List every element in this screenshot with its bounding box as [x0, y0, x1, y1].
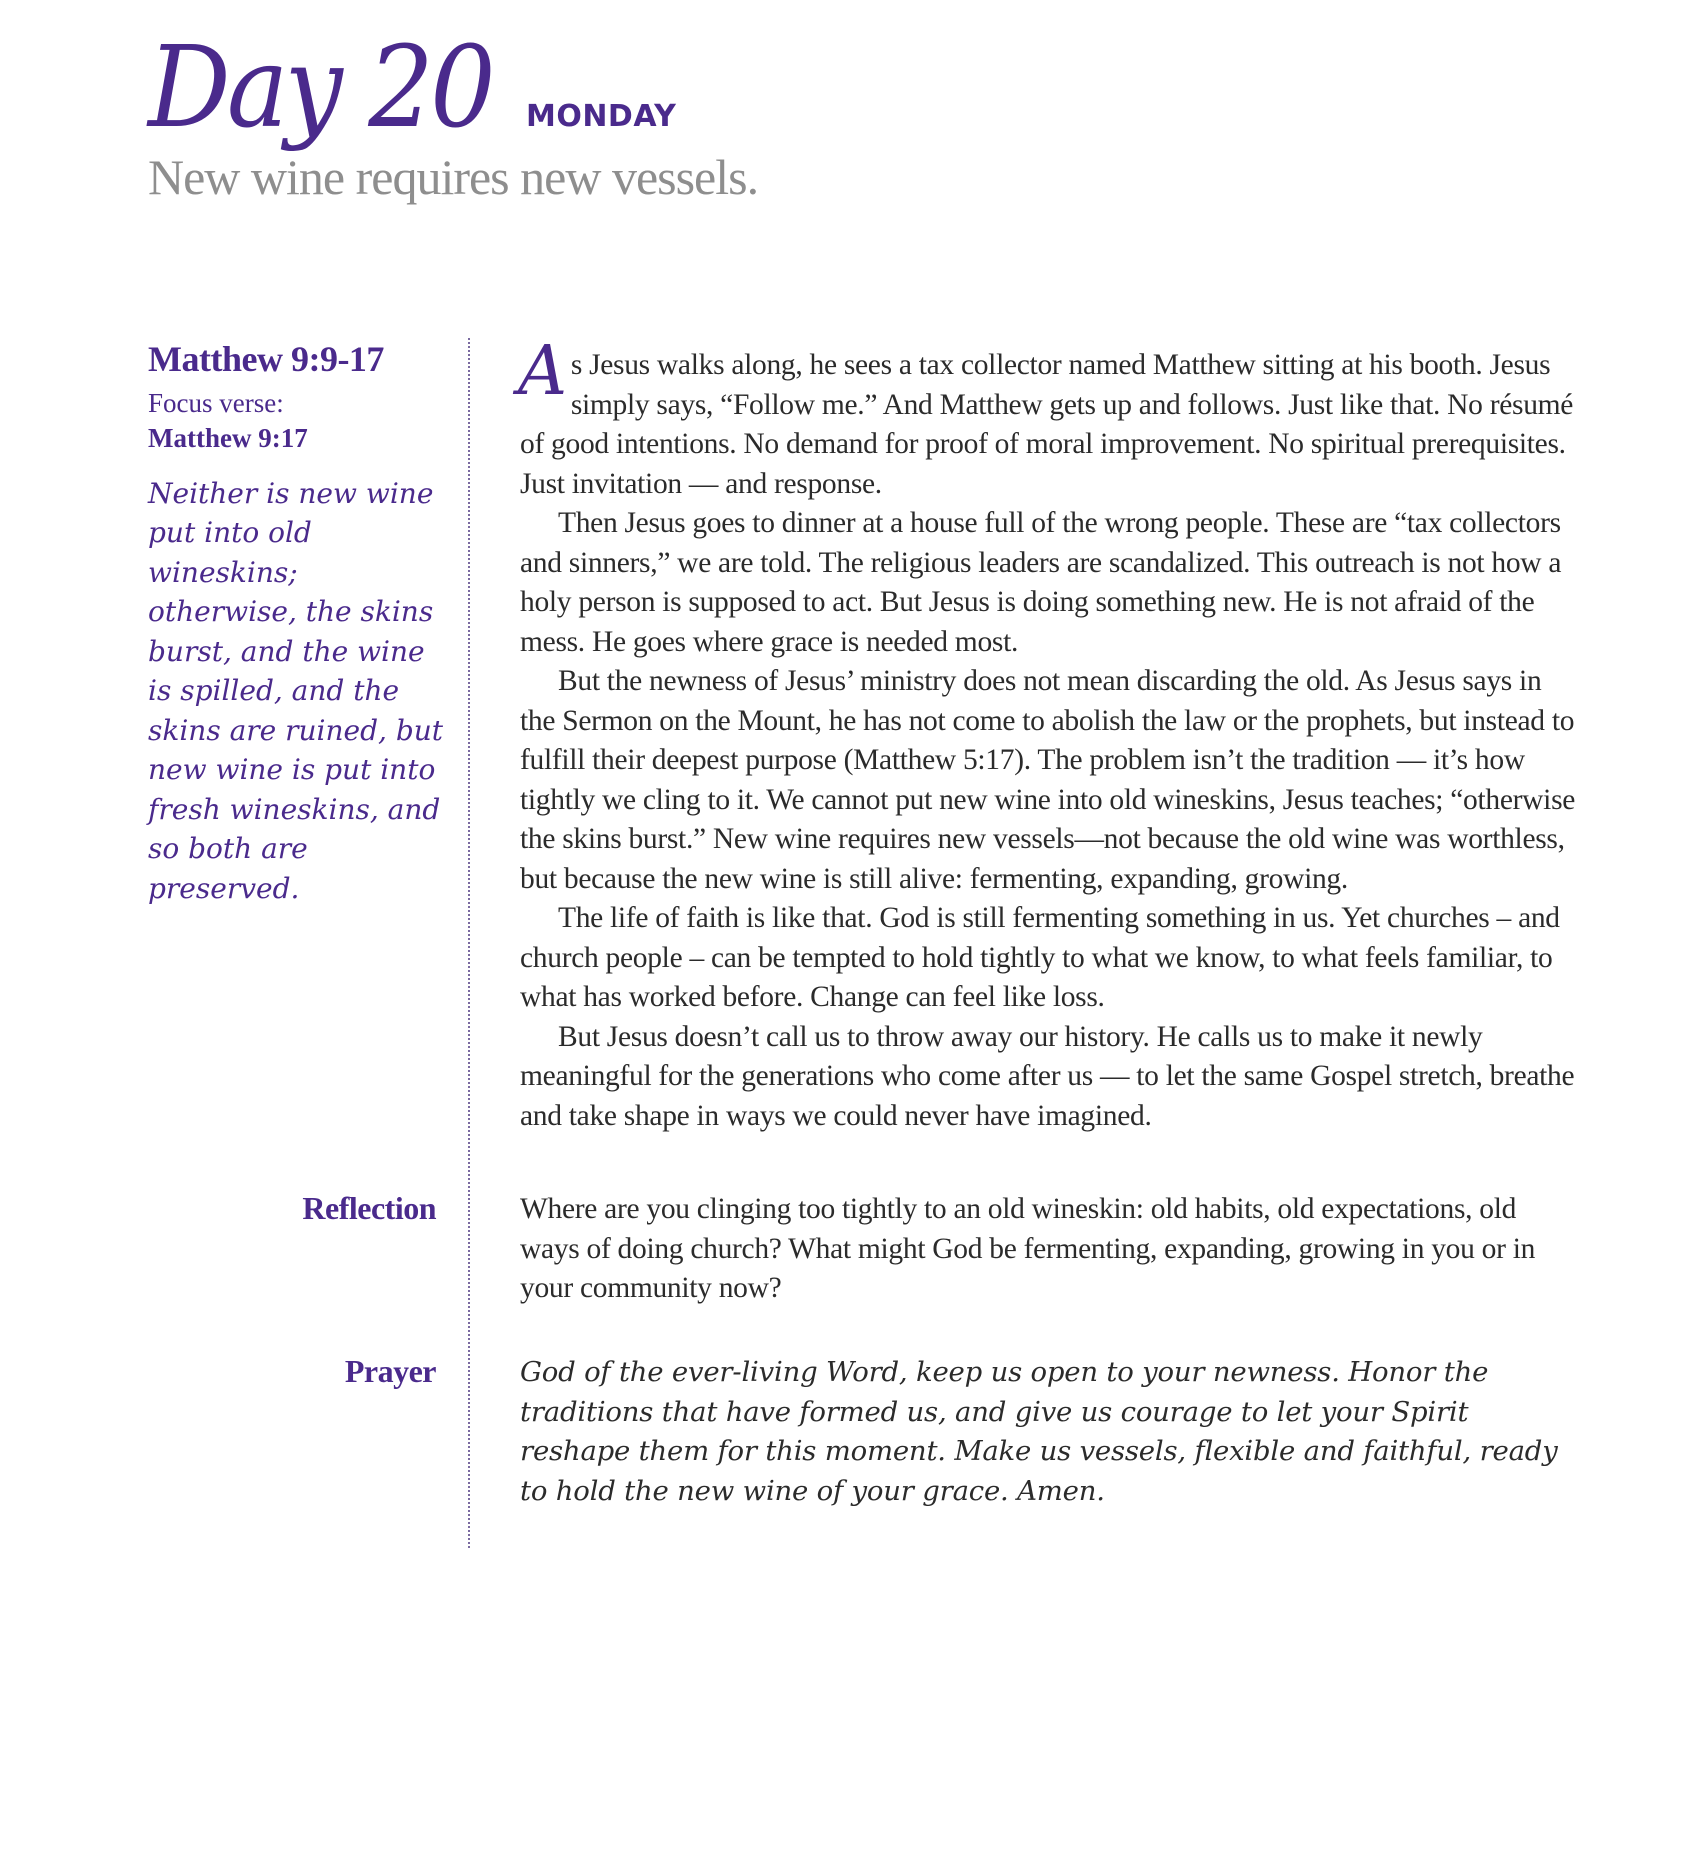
- focus-verse-label: Focus verse:: [148, 387, 284, 418]
- reflection-text: Where are you clinging too tightly to an old wineskin: old habits, old expectations, old ways of doing church? What might God be fermenting, expanding, growing in you or in your community now?: [520, 1193, 1536, 1304]
- focus-verse-reference: Matthew 9:17: [148, 422, 308, 453]
- scripture-reference: Matthew 9:9-17: [148, 339, 384, 379]
- body-paragraph: But Jesus doesn’t call us to throw away our history. He calls us to make it newly meaningful for the generations who come after us — to let the same Gospel stretch, breathe and take shape in ways we could never have imagined.: [520, 1020, 1575, 1132]
- paragraph-text: s Jesus walks along, he sees a tax collector named Matthew sitting at his booth. Jesus simply says, “Follow me.” And Matthew gets up and follows. Just like that. No résumé of good intentions. No demand for proof of moral improvement. No spiritual prerequisites. Just invitation — and response.: [520, 349, 1574, 500]
- focus-verse-text: Neither is new wine put into old wineskins; otherwise, the skins burst, and the wine is spilled, and the skins are ruined, but new wine is put into fresh wineskins, and so both are preserved.: [148, 476, 444, 905]
- drop-cap: A: [518, 332, 567, 411]
- scripture-sidebar: [148, 340, 448, 908]
- body-paragraph: The life of faith is like that. God is still fermenting something in us. Yet churches – and church people – can be tempted to hold tightly to what we know, to what feels familiar, to what has worked before. Change can feel like loss.: [520, 902, 1560, 1013]
- dotted-divider: [468, 338, 470, 1548]
- page-header: [148, 23, 1548, 206]
- weekday-label: MONDAY: [525, 99, 677, 134]
- day-line: [148, 23, 1548, 153]
- prayer-label: Prayer: [344, 1353, 436, 1389]
- body-paragraph: But the newness of Jesus’ ministry does not mean discarding the old. As Jesus says in the Sermon on the Mount, he has not come to abolish the law or the prophets, but instead to fulfill their deepest purpose (Matthew 5:17). The problem isn’t the tradition — it’s how tightly we cling to it. We cannot put new wine into old wineskins, Jesus teaches; “otherwise the skins burst.” New wine requires new vessels—not because the old wine was worthless, but because the new wine is still alive: fermenting, expanding, growing.: [520, 665, 1576, 895]
- reflection-label: Reflection: [302, 1190, 436, 1226]
- body-paragraph: [518, 332, 1580, 504]
- page-subtitle: New wine requires new vessels.: [148, 149, 759, 205]
- prayer-text: God of the ever-living Word, keep us open to your newness. Honor the traditions that have formed us, and give us courage to let your Spirit reshape them for this moment. Make us vessels, flexible and faithful, ready to hold the new wine of your grace. Amen.: [520, 1356, 1558, 1507]
- body-paragraph: Then Jesus goes to dinner at a house full of the wrong people. These are “tax collectors and sinners,” we are told. The religious leaders are scandalized. This outreach is not how a holy person is supposed to act. But Jesus is doing something new. He is not afraid of the mess. He goes where grace is needed most.: [520, 507, 1562, 658]
- devotional-body: [518, 332, 1580, 1136]
- day-title: Day 20: [148, 23, 493, 153]
